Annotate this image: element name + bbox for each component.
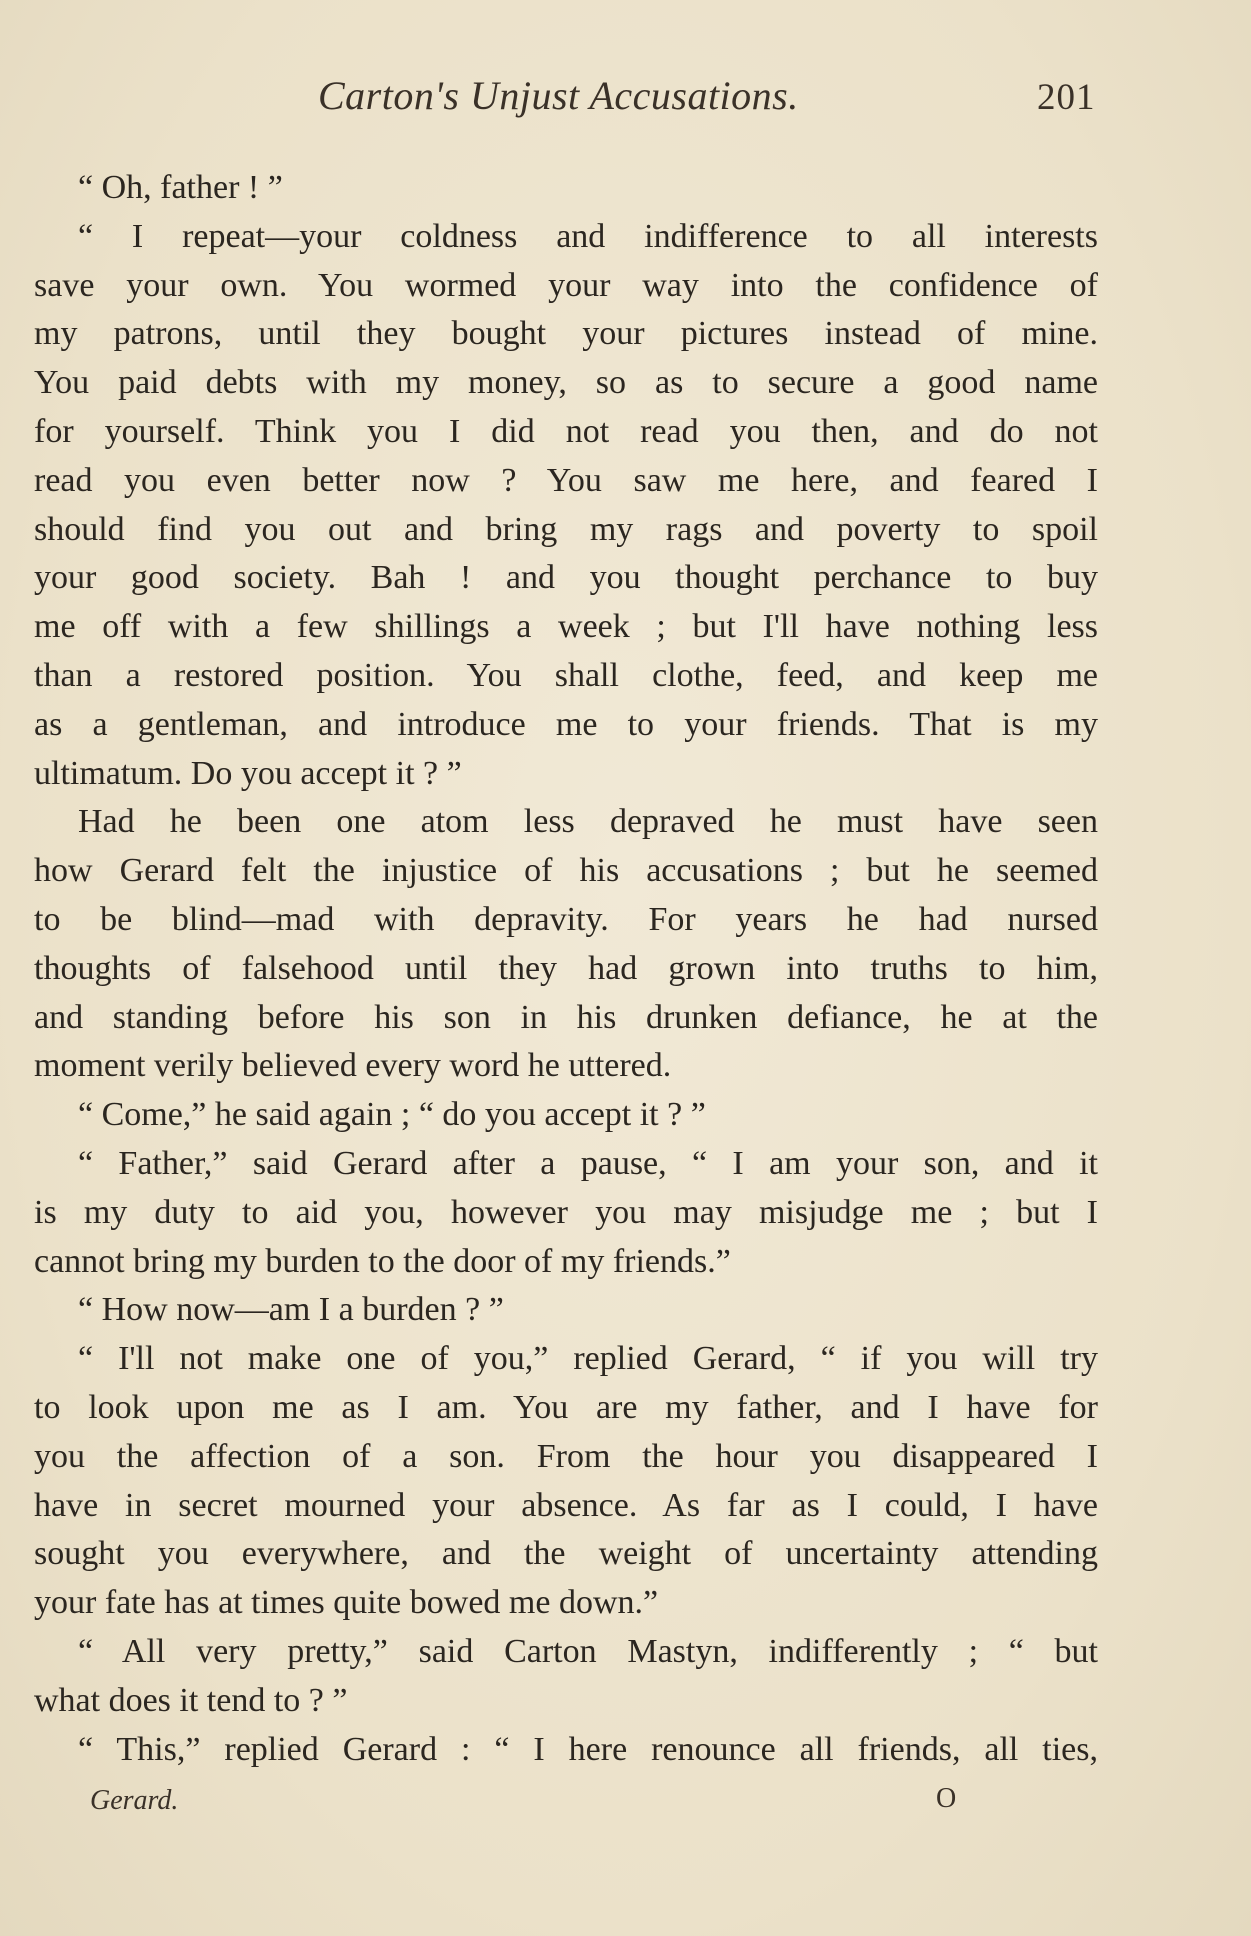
page-number: 201 [1037,77,1096,118]
text-line: read you even better now ? You saw me here, and feared I [34,461,1098,499]
text-line: “ I'll not make one of you,” replied Gerard, “ if you will try [78,1340,1098,1378]
text-line: moment verily believed every word he uttered. [34,1047,672,1085]
signature-title: Gerard. [90,1785,179,1816]
text-line: “ All very pretty,” said Carton Mastyn, indifferently ; “ but [78,1632,1098,1670]
text-line: for yourself. Think you I did not read you then, and do not [34,412,1098,450]
text-line: my patrons, until they bought your pictures instead of mine. [34,315,1098,353]
text-line: as a gentleman, and introduce me to your friends. That is my [34,705,1098,743]
text-line: your good society. Bah ! and you thought perchance to buy [34,559,1098,597]
text-line: sought you everywhere, and the weight of uncertainty attending [34,1535,1098,1573]
text-line: what does it tend to ? ” [34,1681,348,1719]
text-line: save your own. You wormed your way into the confidence of [34,266,1098,304]
text-line: have in secret mourned your absence. As far as I could, I have [34,1486,1098,1524]
text-line: cannot bring my burden to the door of my friends.” [34,1242,731,1280]
text-line: how Gerard felt the injustice of his accusations ; but he seemed [34,852,1098,890]
text-line: Had he been one atom less depraved he must have seen [78,803,1098,841]
text-line: “ I repeat—your coldness and indifference to all interests [78,217,1098,255]
text-line: should find you out and bring my rags and poverty to spoil [34,510,1098,548]
signature-mark: O [936,1783,957,1814]
text-line: You paid debts with my money, so as to secure a good name [34,364,1098,402]
chapter-title: Carton's Unjust Accusations. [318,73,799,118]
text-line: your fate has at times quite bowed me down.” [34,1584,659,1622]
text-line: me off with a few shillings a week ; but I'll have nothing less [34,608,1098,646]
text-line: ultimatum. Do you accept it ? ” [34,754,462,792]
body-text [34,164,1098,1774]
text-line: “ Come,” he said again ; “ do you accept it ? ” [78,1096,706,1134]
text-line: “ How now—am I a burden ? ” [78,1291,504,1329]
running-head [0,72,1251,132]
text-line: thoughts of falsehood until they had grown into truths to him, [34,949,1098,987]
text-line: to look upon me as I am. You are my father, and I have for [34,1388,1098,1426]
text-line: “ Father,” said Gerard after a pause, “ I am your son, and it [78,1144,1098,1182]
text-line: and standing before his son in his drunken defiance, he at the [34,998,1098,1036]
text-line: than a restored position. You shall clothe, feed, and keep me [34,656,1098,694]
text-line: “ This,” replied Gerard : “ I here renounce all friends, all ties, [78,1730,1098,1768]
text-line: to be blind—mad with depravity. For years he had nursed [34,900,1098,938]
printer-signature-line [0,1785,1251,1835]
text-line: “ Oh, father ! ” [78,169,283,206]
text-line: you the affection of a son. From the hour you disappeared I [34,1437,1098,1475]
text-line: is my duty to aid you, however you may misjudge me ; but I [34,1193,1098,1231]
